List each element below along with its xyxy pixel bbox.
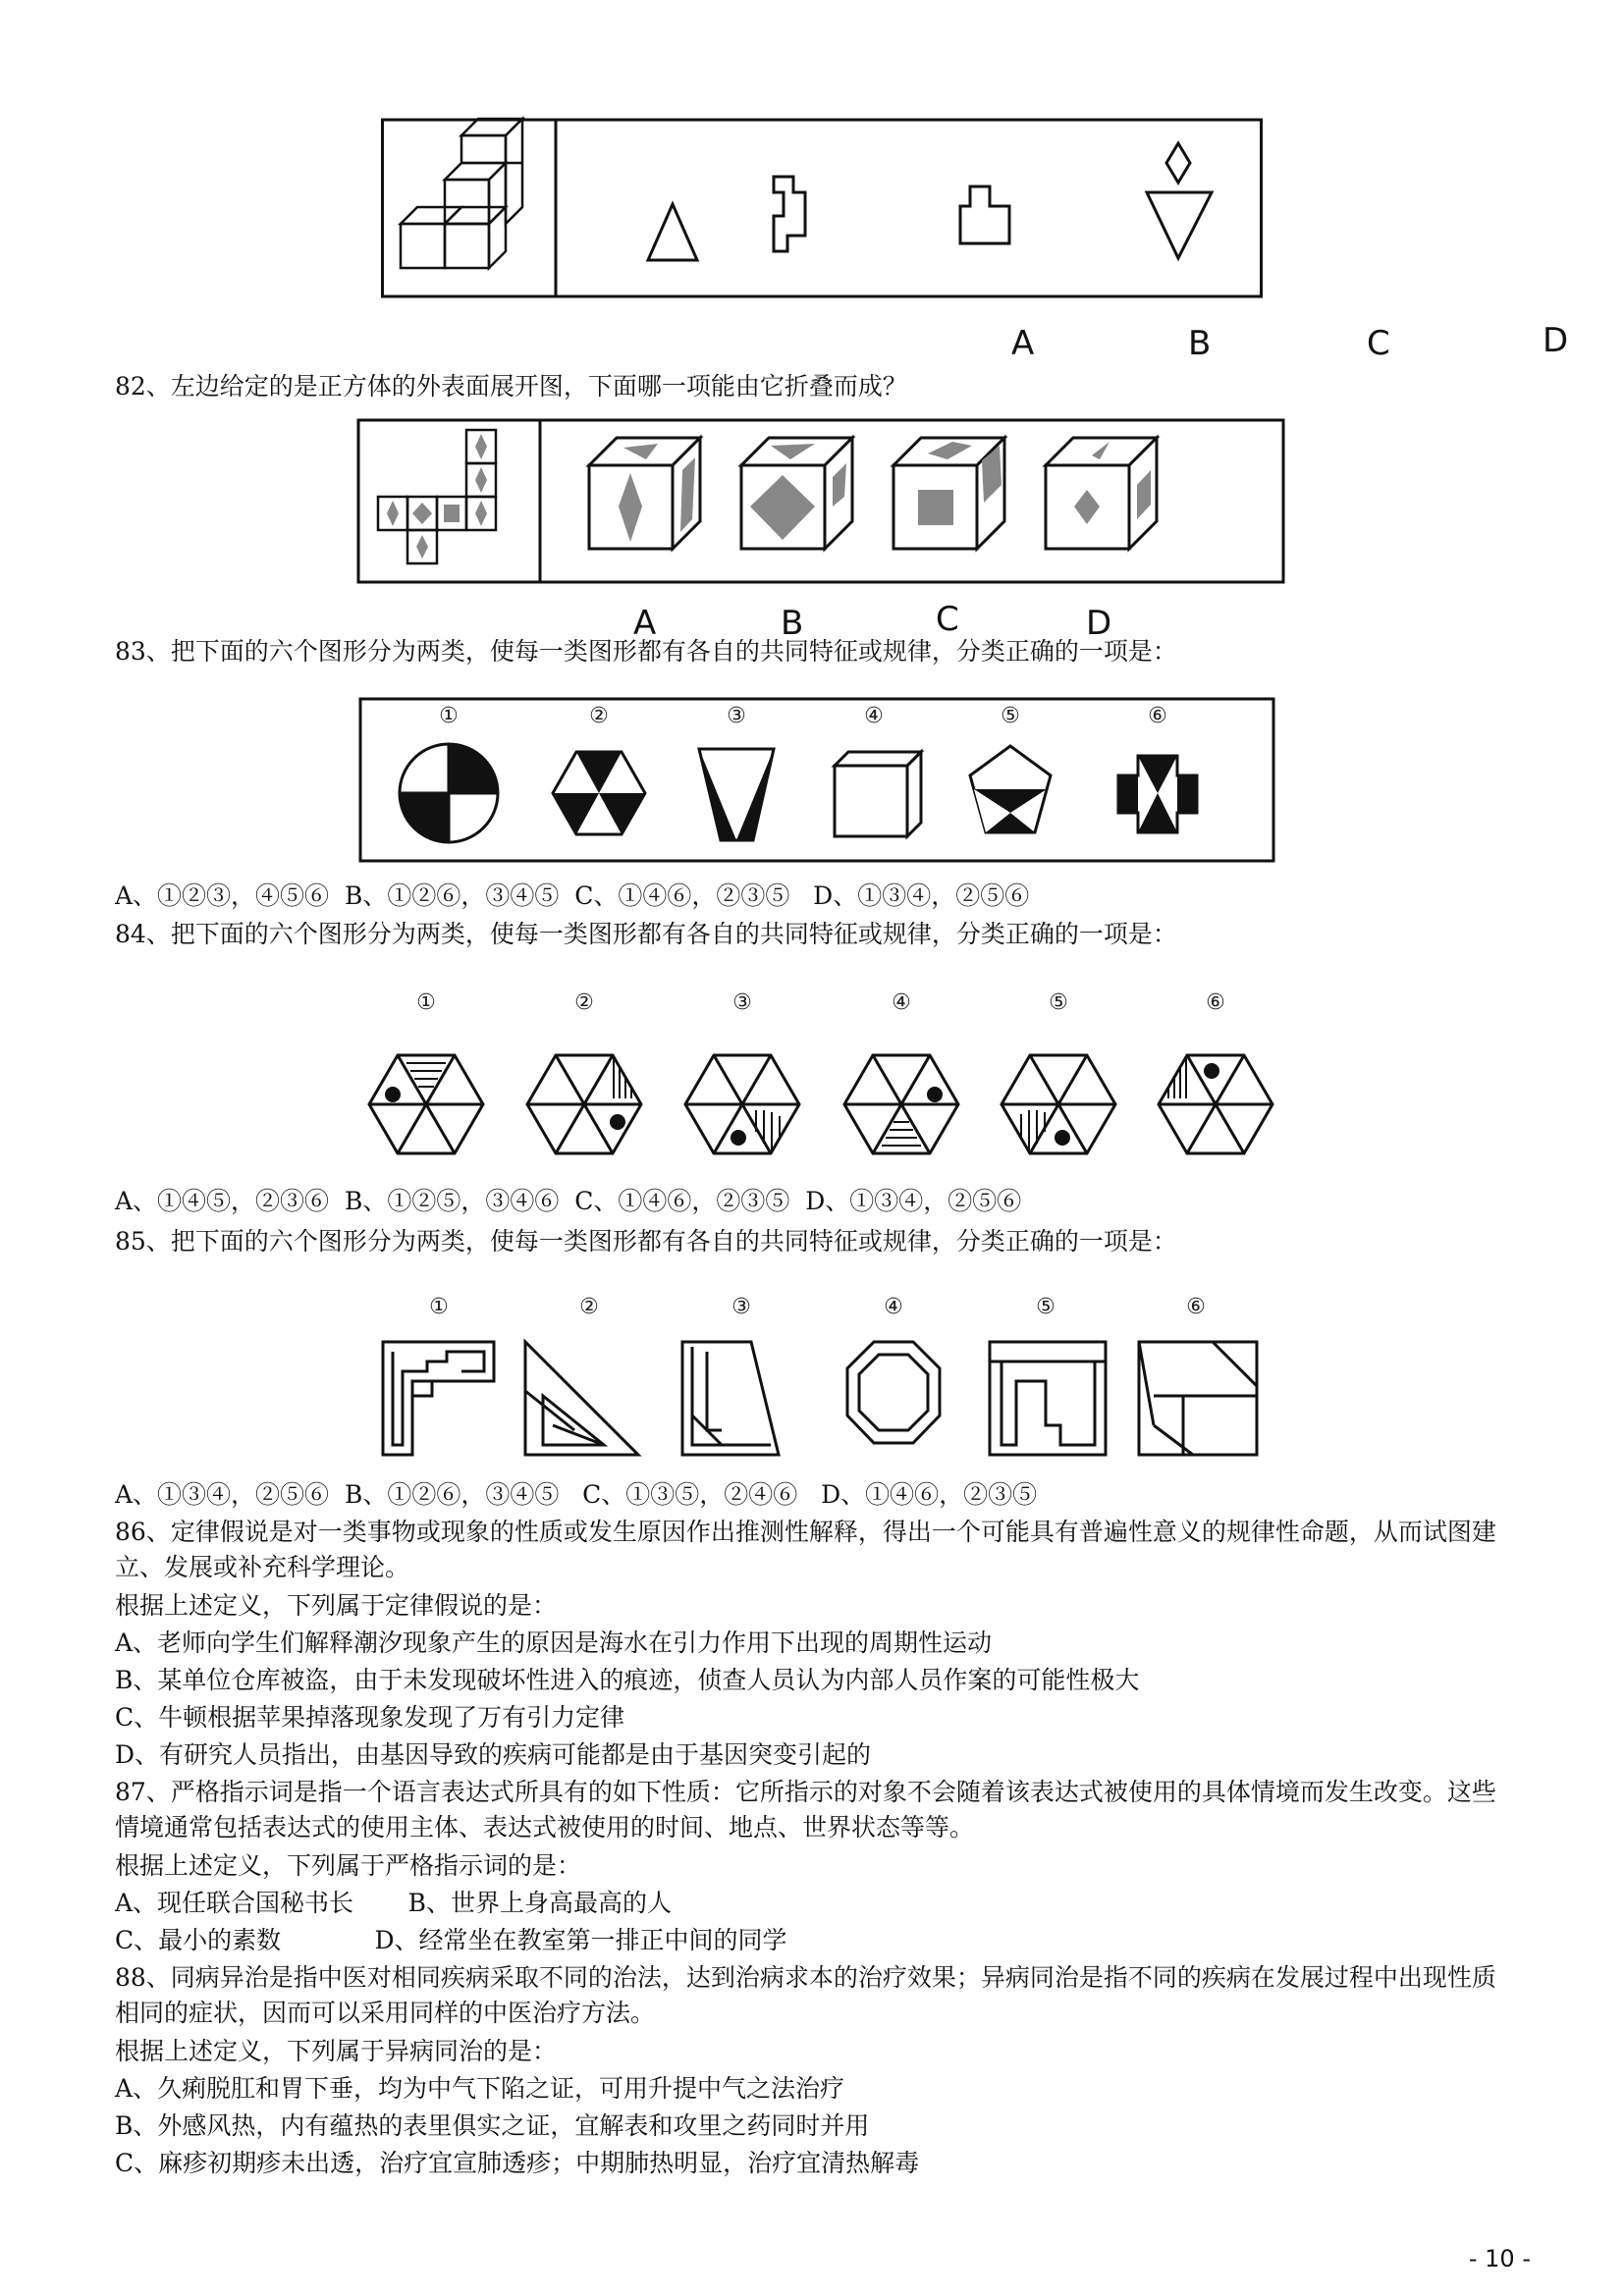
cube-option-c-icon <box>893 438 1004 549</box>
q81-option-a: A <box>1011 324 1035 363</box>
q84-num-6: ⑥ <box>1206 990 1225 1015</box>
q85-figure-2-icon <box>525 1342 638 1455</box>
q82-question: 82、左边给定的是正方体的外表面展开图，下面哪一项能由它折叠而成？ <box>115 372 907 400</box>
q84-figure-5-icon <box>1001 1055 1115 1153</box>
q85-figure-5-icon <box>990 1342 1106 1455</box>
q84-figure-2-icon <box>527 1055 641 1153</box>
cube-stack-icon <box>401 119 522 268</box>
q85-figure-6-icon <box>1139 1342 1257 1455</box>
q84-figure-6-icon <box>1159 1055 1272 1153</box>
q84-num-2: ② <box>574 990 594 1015</box>
q82-option-c: C <box>936 600 959 639</box>
q83-figure-3-icon <box>699 749 774 840</box>
q85-figure-3-icon <box>682 1342 779 1455</box>
q83-num-1: ① <box>439 704 459 728</box>
q85-num-4: ④ <box>884 1295 903 1319</box>
q86-option-d: D、有研究人员指出，由基因导致的疾病可能都是由于基因突变引起的 <box>115 1740 872 1769</box>
q83-figure-1-icon <box>400 744 498 842</box>
q84-figure-1-icon <box>369 1055 483 1153</box>
q83-question: 83、把下面的六个图形分为两类，使每一类图形都有各自的共同特征或规律，分类正确的一项是： <box>115 637 1177 666</box>
page-number: - 10 - <box>1468 2245 1531 2272</box>
q82-option-d: D <box>1086 604 1112 643</box>
q85-num-5: ⑤ <box>1036 1295 1056 1319</box>
q85-num-3: ③ <box>731 1295 751 1319</box>
q86-option-c: C、牛顿根据苹果掉落现象发现了万有引力定律 <box>115 1703 625 1732</box>
q81-option-b: B <box>1188 324 1212 363</box>
cube-option-d-icon <box>1046 438 1157 549</box>
triangle-icon <box>648 204 697 260</box>
q82-option-a: A <box>633 604 657 643</box>
q81-figure <box>381 116 1569 363</box>
q85-num-1: ① <box>429 1295 449 1319</box>
t-shape-icon <box>960 187 1009 243</box>
q83-num-5: ⑤ <box>1001 704 1020 728</box>
q82-option-b: B <box>781 604 804 643</box>
q83-num-4: ④ <box>864 704 884 728</box>
q84-figure-3-icon <box>685 1055 799 1153</box>
q83-num-6: ⑥ <box>1148 704 1167 728</box>
q88-option-b: B、外感风热，内有蕴热的表里俱实之证，宜解表和攻里之药同时并用 <box>115 2111 870 2140</box>
q83-figure <box>355 695 1278 867</box>
q87-options-ab: A、现任联合国秘书长 B、世界上身高最高的人 <box>115 1889 673 1917</box>
q81-option-c: C <box>1367 324 1390 363</box>
l-shape-icon <box>774 177 805 251</box>
q83-num-3: ③ <box>727 704 746 728</box>
q84-num-3: ③ <box>732 990 752 1015</box>
q87-prompt: 根据上述定义，下列属于严格指示词的是： <box>115 1851 582 1880</box>
q84-answers: A、①④⑤，②③⑥ B、①②⑤，③④⑥ C、①④⑥，②③⑤ D、①③④，②⑤⑥ <box>115 1187 1022 1215</box>
q83-figure-5-icon <box>970 746 1051 832</box>
q83-figure-6-icon <box>1118 756 1197 832</box>
cube-option-b-icon <box>741 438 852 549</box>
q87-stem: 87、严格指示词是指一个语言表达式所具有的如下性质：它所指示的对象不会随着该表达式被使用的具体情境而发生改变。这些情境通常包括表达式的使用主体、表达式被使用的时间、地点、世界状态等等。 <box>115 1778 1496 1842</box>
q88-option-a: A、久痢脱肛和胃下垂，均为中气下陷之证，可用升提中气之法治疗 <box>115 2074 845 2103</box>
q83-answers: A、①②③，④⑤⑥ B、①②⑥，③④⑤ C、①④⑥，②③⑤ D、①③④，②⑤⑥ <box>115 881 1030 910</box>
q84-figure-4-icon <box>844 1055 958 1153</box>
q84-num-1: ① <box>416 990 436 1015</box>
q84-figure <box>363 982 1286 1163</box>
q86-option-a: A、老师向学生们解释潮汐现象产生的原因是海水在引力作用下出现的周期性运动 <box>115 1629 993 1657</box>
q82-figure <box>353 416 1296 642</box>
q88-prompt: 根据上述定义，下列属于异病同治的是： <box>115 2037 558 2065</box>
q83-figure-2-icon <box>553 752 645 834</box>
q83-num-2: ② <box>589 704 609 728</box>
q81-option-d: D <box>1543 321 1569 360</box>
q85-figure <box>368 1288 1281 1465</box>
q88-stem: 88、同病异治是指中医对相同疾病采取不同的治法，达到治病求本的治疗效果；异病同治是指不同的疾病在发展过程中出现性质相同的症状，因而可以采用同样的中医治疗方法。 <box>115 1963 1496 2027</box>
q87-options-cd: C、最小的素数 D、经常坐在教室第一排正中间的同学 <box>115 1926 787 1954</box>
q85-figure-1-icon <box>383 1342 494 1455</box>
q83-figure-4-icon <box>835 752 921 836</box>
q86-prompt: 根据上述定义，下列属于定律假说的是： <box>115 1591 558 1620</box>
q85-num-6: ⑥ <box>1186 1295 1206 1319</box>
q84-num-5: ⑤ <box>1049 990 1068 1015</box>
q85-answers: A、①③④，②⑤⑥ B、①②⑥，③④⑤ C、①③⑤，②④⑥ D、①④⑥，②③⑤ <box>115 1480 1038 1509</box>
q86-stem: 86、定律假说是对一类事物或现象的性质或发生原因作出推测性解释，得出一个可能具有普遍性意义的规律性命题，从而试图建立、发展或补充科学理论。 <box>115 1518 1496 1581</box>
q85-figure-4-icon <box>847 1342 940 1443</box>
q85-question: 85、把下面的六个图形分为两类，使每一类图形都有各自的共同特征或规律，分类正确的一项是： <box>115 1227 1177 1255</box>
q84-num-4: ④ <box>892 990 911 1015</box>
q86-option-b: B、某单位仓库被盗，由于未发现破坏性进入的痕迹，侦查人员认为内部人员作案的可能性极大 <box>115 1666 1140 1694</box>
cube-option-a-icon <box>589 438 700 549</box>
q88-option-c: C、麻疹初期疹未出透，治疗宜宣肺透疹；中期肺热明显，治疗宜清热解毒 <box>115 2149 920 2177</box>
diamond-triangle-icon <box>1147 143 1212 258</box>
q85-num-2: ② <box>579 1295 599 1319</box>
q84-question: 84、把下面的六个图形分为两类，使每一类图形都有各自的共同特征或规律，分类正确的一项是： <box>115 920 1177 948</box>
